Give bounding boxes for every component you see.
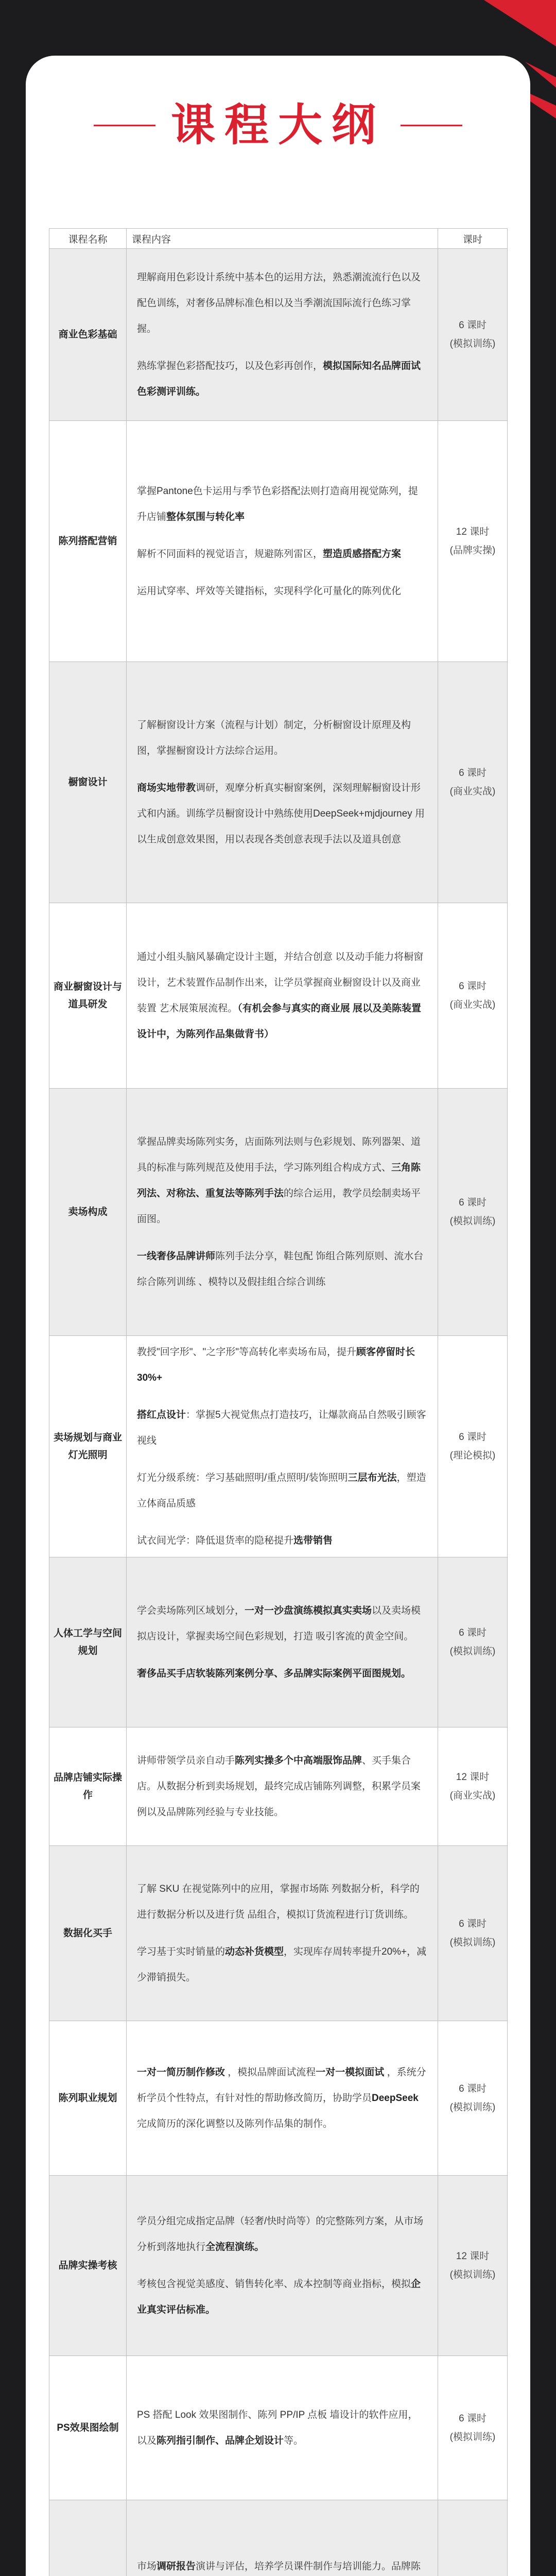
course-content-paragraph: 学习基于实时销量的动态补货模型，实现库存周转率提升20%+，减少滞销损失。: [137, 1946, 427, 1983]
course-content-paragraph: 了解橱窗设计方案（流程与计划）制定，分析橱窗设计原理及构图，掌握橱窗设计方法综合运用。: [137, 719, 411, 756]
course-content-cell: [127, 2021, 438, 2176]
hours-type: (模拟训练): [449, 1215, 496, 1227]
course-content-paragraph: 学会卖场陈列区域划分，一对一沙盘演练模拟真实卖场以及卖场模拟店设计，掌握卖场空间色彩规划，打造 吸引客流的黄金空间。: [137, 1605, 421, 1642]
course-content-cell: [127, 2356, 438, 2500]
table-row: [49, 2500, 508, 2576]
course-content-paragraph: 奢侈品买手店软装陈列案例分享、多品牌实际案例平面图规划。: [137, 1668, 411, 1679]
course-name-cell: [49, 249, 127, 421]
hours-type: (商业实战): [449, 786, 496, 797]
hours-value: 12 课时: [456, 1771, 490, 1783]
table-row: [49, 2021, 508, 2176]
hours-type: (商业实战): [449, 1790, 496, 1801]
hours-type: (商业实战): [449, 999, 496, 1010]
hours-type: (模拟训练): [449, 2431, 496, 2443]
table-row: [49, 2176, 508, 2356]
course-name-cell: [49, 1336, 127, 1557]
course-content-cell: [127, 1557, 438, 1727]
hours-value: 6 课时: [459, 2413, 486, 2424]
hours-value: 6 课时: [459, 1918, 486, 1929]
course-table: [49, 228, 508, 2576]
hours-cell: [438, 1727, 508, 1846]
page-title: 课程大纲: [171, 100, 385, 150]
hours-value: 6 课时: [459, 1627, 486, 1638]
course-content-paragraph: 掌握品牌卖场陈列实务，店面陈列法则与色彩规划、陈列器架、道具的标准与陈列规范及使用手法，学习陈列组合构成方式、三角陈列法、对称法、重复法等陈列手法的综合运用，教学员绘制卖场平面图。: [137, 1136, 421, 1225]
course-content-paragraph: 灯光分级系统：学习基础照明/重点照明/装饰照明三层布光法，塑造立体商品质感: [137, 1472, 426, 1509]
course-name-cell: [49, 662, 127, 903]
hours-cell: [438, 1089, 508, 1336]
course-content-cell: [127, 249, 438, 421]
course-content-paragraph: 通过小组头脑风暴确定设计主题，并结合创意 以及动手能力将橱窗设计，艺术装置作品制作出来，让学员掌握商业橱窗设计以及商业装置 艺术展策展流程。（有机会参与真实的商业展 展以及美陈装置设计中，为陈列作品集做背书）: [137, 951, 424, 1040]
course-content-paragraph: 市场调研报告演讲与评估，培养学员课件制作与培训能力。品牌陈: [137, 2561, 421, 2572]
course-content-paragraph: 解析不同面料的视觉语言，规避陈列雷区，塑造质感搭配方案: [137, 548, 402, 560]
hours-cell: [438, 421, 508, 662]
course-content-paragraph: 商场实地带教调研，观摩分析真实橱窗案例，深刻理解橱窗设计形式和内涵。训练学员橱窗设计中熟练使用DeepSeek+mjdjourney 用以生成创意效果图，用以表现各类创意表现手法以及道具创意: [137, 782, 425, 845]
course-content-cell: [127, 1846, 438, 2021]
course-name: 数据化买手: [63, 1927, 112, 1939]
course-name: 陈列职业规划: [58, 2092, 117, 2104]
course-content-paragraph: 考核包含视觉美感度、销售转化率、成本控制等商业指标，模拟企业真实评估标准。: [137, 2278, 421, 2315]
hours-cell: [438, 903, 508, 1089]
course-name-cell: [49, 2356, 127, 2500]
course-content-paragraph: 掌握Pantone色卡运用与季节色彩搭配法则打造商用视觉陈列，提升店铺整体氛围与转化率: [137, 485, 418, 522]
header-course-content: 课程内容: [127, 229, 438, 249]
hours-value: 6 课时: [459, 1197, 486, 1208]
course-name-cell: [49, 421, 127, 662]
course-name: 人体工学与空间规划: [54, 1628, 123, 1656]
course-content-paragraph: 搭红点设计：掌握5大视觉焦点打造技巧，让爆款商品自然吸引顾客视线: [137, 1409, 426, 1446]
course-name-cell: [49, 2500, 127, 2576]
course-content-paragraph: 运用试穿率、坪效等关键指标，实现科学化可量化的陈列优化: [137, 585, 402, 597]
course-name-cell: [49, 1727, 127, 1846]
hours-value: 6 课时: [459, 767, 486, 778]
course-name-cell: [49, 1846, 127, 2021]
hours-type: (模拟训练): [449, 2102, 496, 2113]
course-content-cell: [127, 1336, 438, 1557]
course-name-cell: [49, 1557, 127, 1727]
hours-type: (品牌实操): [449, 545, 496, 556]
hours-cell: [438, 1557, 508, 1727]
course-content-cell: [127, 662, 438, 903]
table-row: [49, 1846, 508, 2021]
hours-cell: [438, 2356, 508, 2500]
hours-cell: [438, 249, 508, 421]
hours-type: (模拟训练): [449, 1646, 496, 1657]
course-content-cell: [127, 1089, 438, 1336]
course-content-paragraph: PS 搭配 Look 效果图制作、陈列 PP/IP 点板 墙设计的软件应用，以及陈列指引制作、品牌企划设计等。: [137, 2409, 418, 2446]
hours-cell: [438, 662, 508, 903]
table-row: [49, 249, 508, 421]
table-header-row: [49, 229, 508, 249]
course-content-paragraph: 讲师带领学员亲自动手陈列实操多个中高端服饰品牌、买手集合店。从数据分析到卖场规划，最终完成店铺陈列调整，积累学员案例以及品牌陈列经验与专业技能。: [137, 1755, 421, 1818]
course-content-paragraph: 教授"回字形"、"之字形"等高转化率卖场布局，提升顾客停留时长30%+: [137, 1346, 415, 1383]
table-row: [49, 1557, 508, 1727]
course-name: 卖场规划与商业灯光照明: [54, 1432, 123, 1461]
course-content-cell: [127, 421, 438, 662]
hours-value: 6 课时: [459, 2083, 486, 2094]
course-content-cell: [127, 2176, 438, 2356]
course-content-paragraph: 了解 SKU 在视觉陈列中的应用，掌握市场陈 列数据分析，科学的进行数据分析以及进行货 品组合，模拟订货流程进行订货训练。: [137, 1883, 420, 1920]
title-bar: [26, 94, 530, 156]
hours-type: (理论模拟): [449, 1450, 496, 1461]
table-row: [49, 421, 508, 662]
course-content-paragraph: 理解商用色彩设计系统中基本色的运用方法，熟悉潮流流行色以及配色训练，对奢侈品牌标准色相以及当季潮流国际流行色练习掌握。: [137, 272, 421, 334]
hours-type: (模拟训练): [449, 1937, 496, 1948]
course-content-paragraph: 学员分组完成指定品牌（轻奢/快时尚等）的完整陈列方案，从市场分析到落地执行全流程演练。: [137, 2215, 424, 2252]
hours-cell: [438, 2176, 508, 2356]
course-name: 商业色彩基础: [58, 329, 117, 340]
course-name: 品牌店铺实际操作: [54, 1772, 123, 1801]
outline-card: [26, 56, 530, 2576]
hours-type: (模拟训练): [449, 2269, 496, 2280]
hours-cell: [438, 1336, 508, 1557]
course-content-cell: [127, 2500, 438, 2576]
course-content-paragraph: 熟练掌握色彩搭配技巧，以及色彩再创作，模拟国际知名品牌面试色彩测评训练。: [137, 360, 421, 397]
course-name: 卖场构成: [68, 1206, 108, 1217]
hours-cell: [438, 1846, 508, 2021]
hours-type: (模拟训练): [449, 338, 496, 349]
table-row: [49, 662, 508, 903]
hours-value: 12 课时: [456, 526, 490, 537]
course-name-cell: [49, 903, 127, 1089]
course-name: 橱窗设计: [68, 776, 108, 788]
hours-value: 6 课时: [459, 1431, 486, 1443]
course-content-cell: [127, 903, 438, 1089]
table-row: [49, 1727, 508, 1846]
course-name-cell: [49, 1089, 127, 1336]
title-rule-left: [94, 125, 155, 126]
hours-cell: [438, 2500, 508, 2576]
hours-value: 12 课时: [456, 2250, 490, 2262]
table-row: [49, 2356, 508, 2500]
course-content-paragraph: 一对一简历制作修改 ，模拟品牌面试流程一对一模拟面试 ，系统分析学员个性特点，有针对性的帮助修改简历，协助学员DeepSeek 完成简历的深化调整以及陈列作品集的制作。: [137, 2066, 426, 2129]
table-row: [49, 903, 508, 1089]
hours-value: 6 课时: [459, 980, 486, 992]
table-row: [49, 1336, 508, 1557]
title-rule-right: [401, 125, 462, 126]
header-course-name: 课程名称: [49, 229, 127, 249]
course-name: 陈列搭配营销: [58, 535, 117, 547]
hours-cell: [438, 2021, 508, 2176]
course-name-cell: [49, 2021, 127, 2176]
course-name: PS效果图绘制: [57, 2422, 119, 2433]
course-content-cell: [127, 1727, 438, 1846]
course-name: 商业橱窗设计与道具研发: [54, 981, 123, 1010]
course-content-paragraph: 一线奢侈品牌讲师陈列手法分享，鞋包配 饰组合陈列原则、流水台综合陈列训练 、模特以及假挂组合综合训练: [137, 1250, 424, 1287]
hours-value: 6 课时: [459, 319, 486, 331]
header-hours: 课时: [438, 229, 508, 249]
table-row: [49, 1089, 508, 1336]
course-name: 品牌实操考核: [58, 2260, 117, 2271]
course-name-cell: [49, 2176, 127, 2356]
course-content-paragraph: 试衣间光学：降低退货率的隐秘提升选带销售: [137, 1535, 333, 1546]
